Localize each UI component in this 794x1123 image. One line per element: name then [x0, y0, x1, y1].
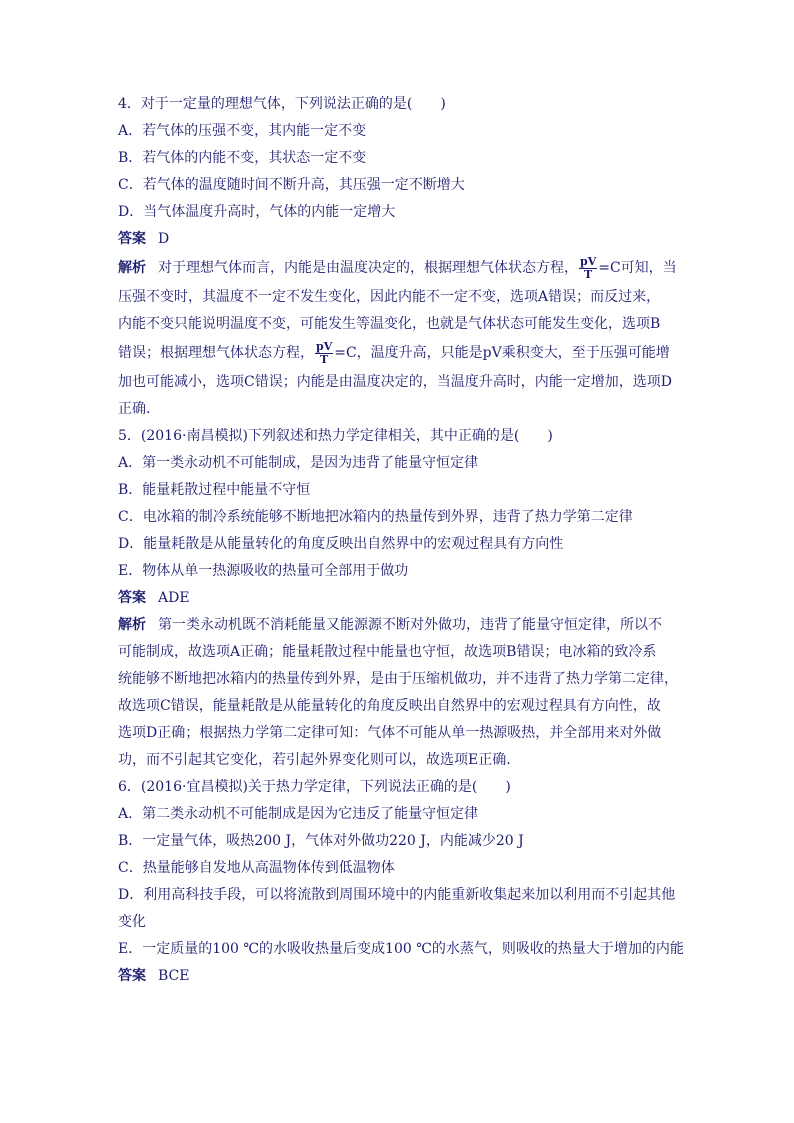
- q5-stem: 5．(2016·南昌模拟)下列叙述和热力学定律相关，其中正确的是( ): [118, 428, 553, 444]
- q5-analysis-line-2: 可能制成，故选项A正确；能量耗散过程中能量也守恒，故选项B错误；电冰箱的致冷系: [118, 644, 657, 660]
- q5-answer: [118, 585, 678, 612]
- fraction-pv-over-t: [579, 256, 597, 281]
- q5-option-e: E．物体从单一热源吸收的热量可全部用于做功: [118, 563, 409, 579]
- answer-value: D: [158, 231, 170, 247]
- analysis-label: 解析: [118, 260, 146, 276]
- q5-analysis-line-6: 功，而不引起其它变化，若引起外界变化则可以，故选项E正确.: [118, 752, 511, 768]
- analysis-label: 解析: [118, 617, 146, 633]
- fraction-numerator: pV: [316, 339, 333, 353]
- q5-option-b: B．能量耗散过程中能量不守恒: [118, 482, 311, 498]
- analysis-text: 对于理想气体而言，内能是由温度决定的，根据理想气体状态方程，: [158, 260, 578, 276]
- q4-analysis-line-6: 正确.: [118, 401, 151, 417]
- q6-stem: 6．(2016·宜昌模拟)关于热力学定律，下列说法正确的是( ): [118, 779, 511, 795]
- answer-value: BCE: [158, 968, 190, 984]
- fraction-denominator: T: [320, 352, 329, 366]
- q5-analysis-line-3: 统能够不断地把冰箱内的热量传到外界，是由于压缩机做功，并不违背了热力学第二定律，: [118, 671, 678, 687]
- analysis-text: 错误；根据理想气体状态方程，: [118, 345, 314, 361]
- q4-analysis-line-3: 内能不变只能说明温度不变，可能发生等温变化，也就是气体状态可能发生变化，选项B: [118, 316, 661, 332]
- analysis-text: =C，温度升高，只能是pV乘积变大，至于压强可能增: [334, 345, 670, 361]
- q6-option-d-continued: 变化: [118, 914, 146, 930]
- analysis-text: =C可知，当: [598, 260, 677, 276]
- q6-option-d: D．利用高科技手段，可以将流散到周围环境中的内能重新收集起来加以利用而不引起其他: [118, 887, 676, 903]
- q5-analysis-line-1: [118, 612, 678, 639]
- q6-option-c: C．热量能够自发地从高温物体传到低温物体: [118, 860, 395, 876]
- q4-analysis-line-1: [118, 253, 678, 284]
- answer-label: 答案: [118, 231, 146, 247]
- q5-option-a: A．第一类永动机不可能制成，是因为违背了能量守恒定律: [118, 455, 479, 471]
- q4-analysis-line-5: 加也可能减小，选项C错误；内能是由温度决定的，当温度升高时，内能一定增加，选项D: [118, 374, 672, 390]
- q5-option-c: C．电冰箱的制冷系统能够不断地把冰箱内的热量传到外界，违背了热力学第二定律: [118, 509, 633, 525]
- q6-option-a: A．第二类永动机不可能制成是因为它违反了能量守恒定律: [118, 806, 479, 822]
- fraction-numerator: pV: [580, 254, 597, 268]
- q4-answer: [118, 226, 678, 253]
- q6-answer: [118, 963, 678, 990]
- q4-option-c: C．若气体的温度随时间不断升高，其压强一定不断增大: [118, 177, 465, 193]
- q5-analysis-line-5: 选项D正确；根据热力学第二定律可知：气体不可能从单一热源吸热，并全部用来对外做: [118, 725, 662, 741]
- q5-analysis-line-4: 故选项C错误，能量耗散是从能量转化的角度反映出自然界中的宏观过程具有方向性，故: [118, 698, 661, 714]
- analysis-text: 第一类永动机既不消耗能量又能源源不断对外做功，违背了能量守恒定律，所以不: [158, 617, 662, 633]
- answer-label: 答案: [118, 590, 146, 606]
- q4-option-a: A．若气体的压强不变，其内能一定不变: [118, 123, 367, 139]
- q5-option-d: D．能量耗散是从能量转化的角度反映出自然界中的宏观过程具有方向性: [118, 536, 564, 552]
- answer-value: ADE: [158, 590, 190, 606]
- document-content: [118, 91, 684, 990]
- fraction-pv-over-t: [315, 341, 333, 366]
- fraction-denominator: T: [584, 267, 593, 281]
- q4-option-d: D．当气体温度升高时，气体的内能一定增大: [118, 204, 396, 220]
- answer-label: 答案: [118, 968, 146, 984]
- q4-analysis-line-4: [118, 338, 678, 369]
- q4-analysis-line-2: 压强不变时，其温度不一定不发生变化，因此内能不一定不变，选项A错误；而反过来，: [118, 289, 661, 305]
- q4-stem: 4．对于一定量的理想气体，下列说法正确的是( ): [118, 96, 446, 112]
- q6-option-e: E．一定质量的100 ℃的水吸收热量后变成100 ℃的水蒸气，则吸收的热量大于增加的内能: [118, 941, 684, 957]
- q4-option-b: B．若气体的内能不变，其状态一定不变: [118, 150, 367, 166]
- q6-option-b: B．一定量气体，吸热200 J，气体对外做功220 J，内能减少20 J: [118, 833, 524, 849]
